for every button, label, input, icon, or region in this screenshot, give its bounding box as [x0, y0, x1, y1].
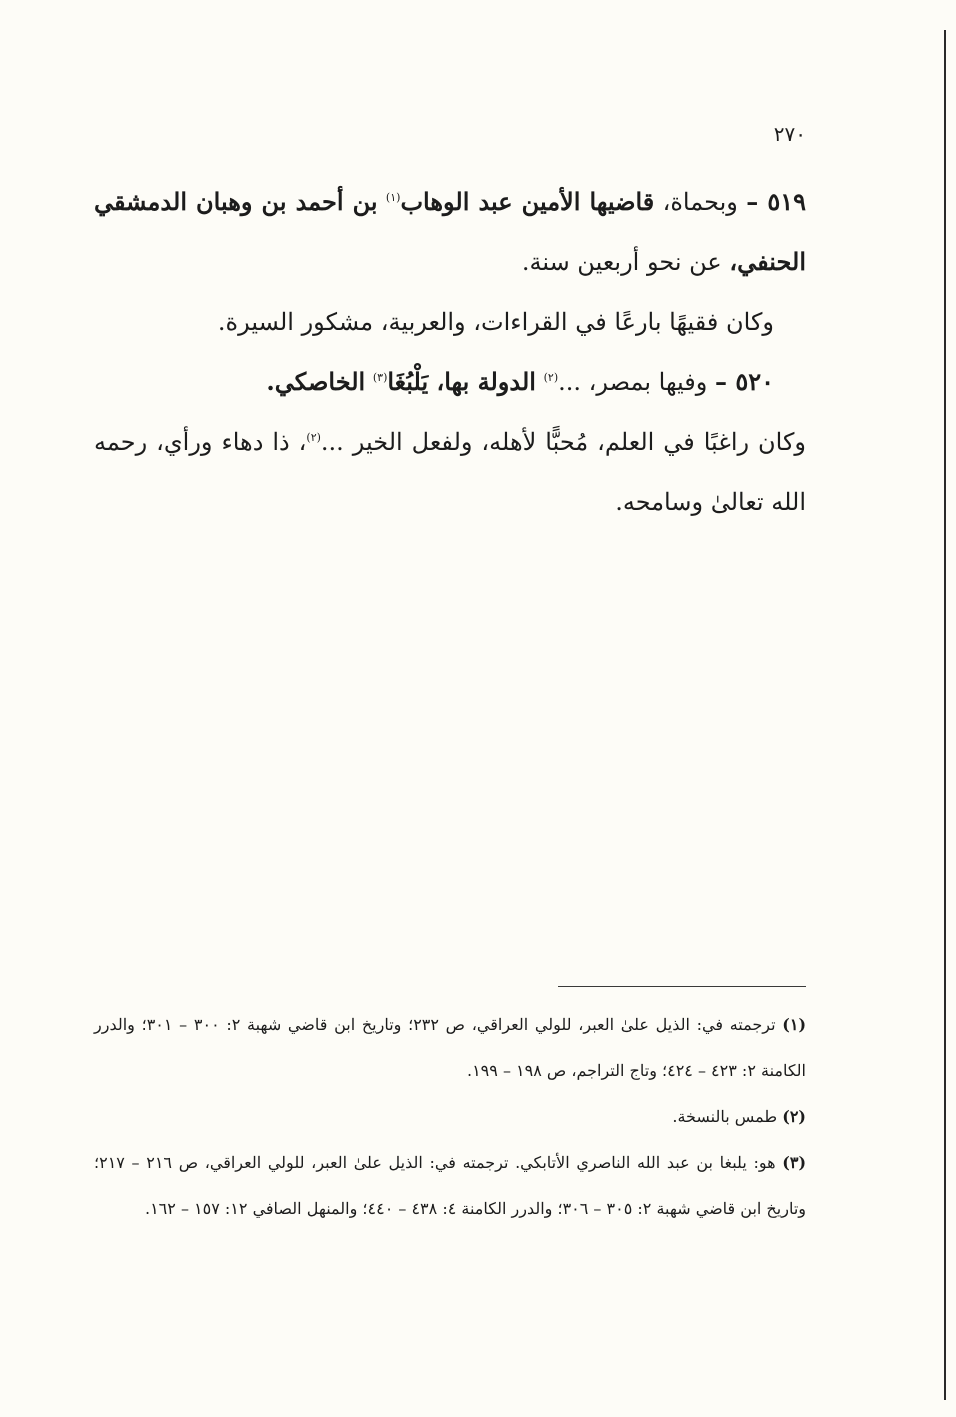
entry-number: ٥١٩ – — [746, 187, 806, 216]
entry-519 — [94, 172, 806, 292]
description-part: ، ذا دهاء ورأي، رحمه الله تعالىٰ وسامحه. — [94, 428, 806, 516]
footnote-text: ترجمته في: الذيل علىٰ العبر، للولي العراقي، ص ٢٣٢؛ وتاريخ ابن قاضي شهبة ٢: ٣٠٠ – ٣٠١؛ والدرر الكامنة ٢: ٤٢٣ – ٤٢٤؛ وتاج التراجم، ص ١٩٨ – ١٩٩. — [94, 1015, 806, 1080]
footnote-ref: (٢) — [306, 431, 321, 444]
footnote-separator — [558, 986, 806, 987]
page-edge-line — [944, 30, 946, 1400]
entry-name-rest: بن أحمد بن وهبان الدمشقي الحنفي، — [94, 187, 806, 276]
footnote-ref: (٢) — [543, 371, 559, 384]
entry-name-rest: الخاصكي. — [266, 367, 366, 396]
entry-520-description — [94, 412, 806, 532]
description-part: وكان راغبًا في العلم، مُحبًّا لأهله، ولفعل الخير ... — [320, 428, 806, 456]
main-text — [94, 172, 806, 532]
entry-519-description: وكان فقيهًا بارعًا في القراءات، والعربية، مشكور السيرة. — [217, 308, 774, 336]
page-number: ٢٧٠ — [773, 122, 806, 146]
footnote-ref: (٣) — [372, 371, 388, 384]
footnote-ref: (١) — [385, 191, 401, 204]
footnotes — [94, 1002, 806, 1232]
footnote-number: (٢) — [782, 1107, 806, 1126]
footnote-1 — [94, 1002, 806, 1094]
entry-tail: عن نحو أربعين سنة. — [521, 248, 722, 276]
entry-name: الدولة بها، يَلْبُغَا — [387, 367, 536, 396]
entry-number: ٥٢٠ – — [714, 367, 774, 396]
footnote-text: طمس بالنسخة. — [672, 1107, 778, 1126]
footnote-number: (٣) — [782, 1153, 807, 1172]
entry-520 — [94, 352, 806, 412]
footnote-2 — [94, 1094, 806, 1140]
entry-intro: وبحماة، — [662, 188, 738, 216]
entry-name: قاضيها الأمين عبد الوهاب — [400, 187, 655, 216]
book-page — [94, 0, 806, 1417]
footnote-number: (١) — [782, 1015, 807, 1034]
footnote-text: هو: يلبغا بن عبد الله الناصري الأتابكي. ترجمته في: الذيل علىٰ العبر، للولي العراقي، ص ٢١٦ – ٢١٧؛ وتاريخ ابن قاضي شهبة ٢: ٣٠٥ – ٣٠٦؛ والدرر الكامنة ٤: ٤٣٨ – ٤٤٠؛ والمنهل الصافي ١٢: ١٥٧ – ١٦٢. — [94, 1153, 806, 1218]
entry-intro: وفيها بمصر، ... — [558, 368, 708, 396]
footnote-3 — [94, 1140, 806, 1232]
